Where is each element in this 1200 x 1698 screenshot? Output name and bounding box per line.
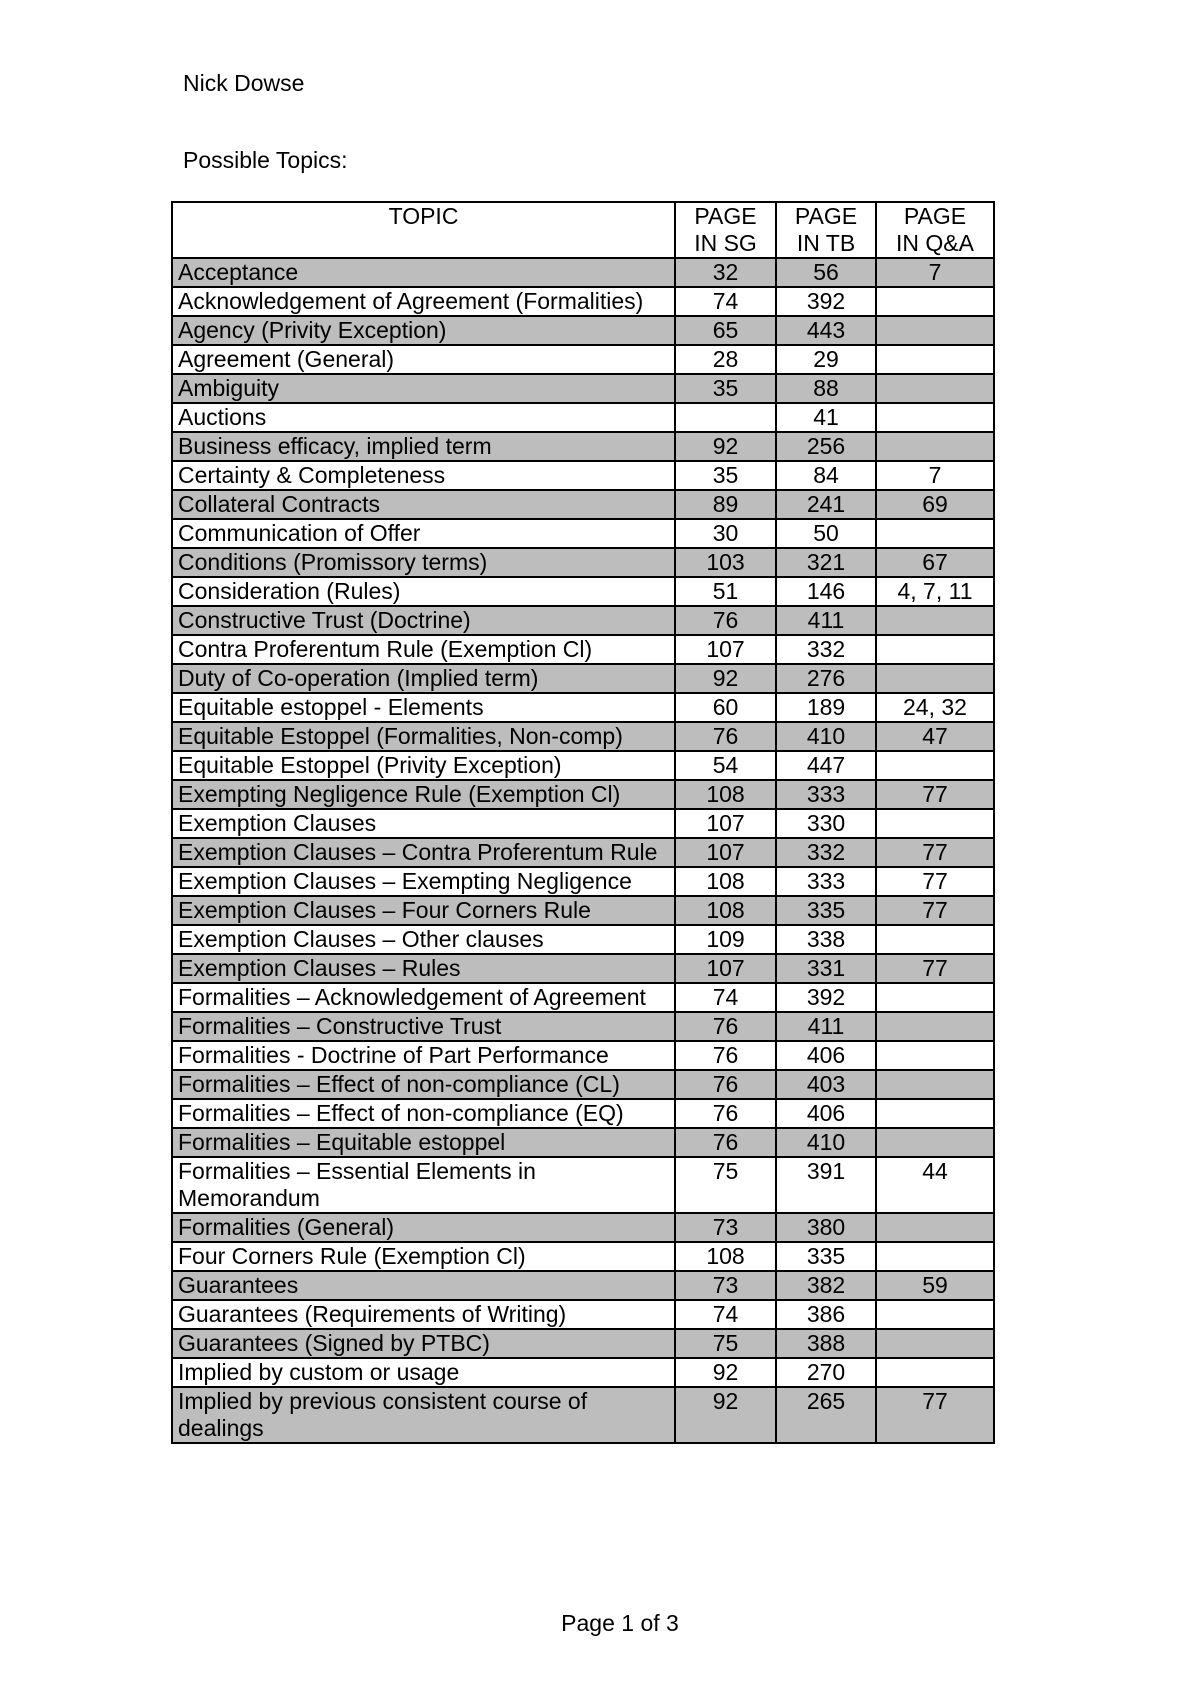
table-row <box>172 1070 994 1099</box>
page-in-sg-cell: 107 <box>675 635 776 664</box>
page-in-qa-cell <box>876 287 994 316</box>
page-in-qa-cell: 77 <box>876 1387 994 1443</box>
topic-cell: Exemption Clauses <box>172 809 675 838</box>
page-in-tb-cell: 410 <box>776 1128 876 1157</box>
page-in-qa-cell: 4, 7, 11 <box>876 577 994 606</box>
page-in-sg-cell: 76 <box>675 1128 776 1157</box>
topic-cell: Implied by custom or usage <box>172 1358 675 1387</box>
topic-cell: Exemption Clauses – Four Corners Rule <box>172 896 675 925</box>
page-in-sg-cell <box>675 403 776 432</box>
table-row <box>172 1271 994 1300</box>
topic-cell: Collateral Contracts <box>172 490 675 519</box>
page-in-sg-cell: 54 <box>675 751 776 780</box>
topic-cell: Communication of Offer <box>172 519 675 548</box>
page-in-sg-cell: 108 <box>675 867 776 896</box>
page-in-tb-cell: 391 <box>776 1157 876 1213</box>
page-in-tb-cell: 88 <box>776 374 876 403</box>
topic-cell: Guarantees <box>172 1271 675 1300</box>
page-in-qa-cell: 7 <box>876 258 994 287</box>
page-in-qa-cell: 77 <box>876 780 994 809</box>
page-in-qa-cell: 77 <box>876 896 994 925</box>
page-in-tb-cell: 332 <box>776 838 876 867</box>
topic-cell: Exemption Clauses – Other clauses <box>172 925 675 954</box>
page-in-tb-cell: 331 <box>776 954 876 983</box>
topic-cell: Business efficacy, implied term <box>172 432 675 461</box>
page-in-sg-cell: 28 <box>675 345 776 374</box>
table-row <box>172 1242 994 1271</box>
topic-cell: Constructive Trust (Doctrine) <box>172 606 675 635</box>
table-row <box>172 1099 994 1128</box>
page-in-qa-cell <box>876 403 994 432</box>
topic-cell: Equitable Estoppel (Formalities, Non-comp) <box>172 722 675 751</box>
table-row <box>172 577 994 606</box>
page-in-qa-cell <box>876 1012 994 1041</box>
page-in-qa-cell: 77 <box>876 867 994 896</box>
page-in-tb-cell: 333 <box>776 780 876 809</box>
page-in-sg-cell: 108 <box>675 1242 776 1271</box>
page-in-qa-cell: 67 <box>876 548 994 577</box>
column-header-line: IN TB <box>796 230 856 256</box>
table-row <box>172 345 994 374</box>
column-header-line: PAGE <box>694 203 757 229</box>
page-in-sg-cell: 107 <box>675 954 776 983</box>
column-header-line: PAGE <box>794 203 858 229</box>
page-in-qa-cell <box>876 809 994 838</box>
page-in-sg-cell: 35 <box>675 461 776 490</box>
page-in-sg-cell: 73 <box>675 1271 776 1300</box>
topic-cell: Ambiguity <box>172 374 675 403</box>
topic-cell: Formalities (General) <box>172 1213 675 1242</box>
topics-table <box>171 201 995 1444</box>
page-in-tb-cell: 146 <box>776 577 876 606</box>
page-in-sg-cell: 103 <box>675 548 776 577</box>
page-in-tb-cell: 403 <box>776 1070 876 1099</box>
table-row <box>172 287 994 316</box>
topic-cell: Duty of Co-operation (Implied term) <box>172 664 675 693</box>
page-in-sg-cell: 108 <box>675 896 776 925</box>
table-row <box>172 1157 994 1213</box>
table-row <box>172 751 994 780</box>
page-in-sg-cell: 35 <box>675 374 776 403</box>
topic-cell: Formalities - Doctrine of Part Performance <box>172 1041 675 1070</box>
column-header-line: IN Q&A <box>896 230 974 256</box>
page-in-tb-cell: 84 <box>776 461 876 490</box>
column-header-page-in-tb <box>776 202 876 258</box>
table-row <box>172 1041 994 1070</box>
topic-cell: Guarantees (Signed by PTBC) <box>172 1329 675 1358</box>
page-in-sg-cell: 76 <box>675 1099 776 1128</box>
page-in-tb-cell: 392 <box>776 983 876 1012</box>
page-in-sg-cell: 75 <box>675 1329 776 1358</box>
page-in-tb-cell: 29 <box>776 345 876 374</box>
table-row <box>172 519 994 548</box>
page-in-qa-cell <box>876 1358 994 1387</box>
page-in-sg-cell: 76 <box>675 606 776 635</box>
page-in-sg-cell: 108 <box>675 780 776 809</box>
page-in-tb-cell: 380 <box>776 1213 876 1242</box>
page-in-sg-cell: 74 <box>675 287 776 316</box>
page-in-tb-cell: 338 <box>776 925 876 954</box>
page-in-tb-cell: 406 <box>776 1041 876 1070</box>
column-header-line: TOPIC <box>388 203 459 229</box>
topic-cell: Certainty & Completeness <box>172 461 675 490</box>
table-row <box>172 1387 994 1443</box>
page-in-tb-cell: 276 <box>776 664 876 693</box>
page-number: Page 1 of 3 <box>561 1610 679 1636</box>
page-in-sg-cell: 32 <box>675 258 776 287</box>
table-row <box>172 1012 994 1041</box>
page-in-tb-cell: 382 <box>776 1271 876 1300</box>
page-in-tb-cell: 406 <box>776 1099 876 1128</box>
topic-cell: Formalities – Effect of non-compliance (EQ) <box>172 1099 675 1128</box>
page-in-tb-cell: 241 <box>776 490 876 519</box>
topic-cell: Guarantees (Requirements of Writing) <box>172 1300 675 1329</box>
page-in-tb-cell: 333 <box>776 867 876 896</box>
table-row <box>172 780 994 809</box>
topic-cell: Implied by previous consistent course of dealings <box>172 1387 675 1443</box>
page-in-sg-cell: 65 <box>675 316 776 345</box>
page-in-tb-cell: 265 <box>776 1387 876 1443</box>
table-row <box>172 635 994 664</box>
page-in-tb-cell: 410 <box>776 722 876 751</box>
table-row <box>172 1128 994 1157</box>
page-in-sg-cell: 74 <box>675 1300 776 1329</box>
section-heading: Possible Topics: <box>183 147 348 173</box>
page-in-sg-cell: 51 <box>675 577 776 606</box>
topic-cell: Equitable Estoppel (Privity Exception) <box>172 751 675 780</box>
page-in-tb-cell: 321 <box>776 548 876 577</box>
header-row <box>172 202 994 258</box>
topic-cell: Conditions (Promissory terms) <box>172 548 675 577</box>
page-in-tb-cell: 411 <box>776 606 876 635</box>
page-in-sg-cell: 107 <box>675 809 776 838</box>
page-in-qa-cell <box>876 519 994 548</box>
page-in-qa-cell <box>876 1099 994 1128</box>
column-header-line: PAGE <box>903 203 967 229</box>
topic-cell: Agreement (General) <box>172 345 675 374</box>
page-in-sg-cell: 30 <box>675 519 776 548</box>
page-in-qa-cell <box>876 374 994 403</box>
page-in-qa-cell <box>876 1041 994 1070</box>
author-name: Nick Dowse <box>183 70 305 96</box>
page-in-sg-cell: 76 <box>675 1012 776 1041</box>
page-in-sg-cell: 76 <box>675 1041 776 1070</box>
page-in-sg-cell: 92 <box>675 1387 776 1443</box>
topic-cell: Consideration (Rules) <box>172 577 675 606</box>
table-row <box>172 1213 994 1242</box>
table-row <box>172 722 994 751</box>
page-in-tb-cell: 386 <box>776 1300 876 1329</box>
page-in-tb-cell: 447 <box>776 751 876 780</box>
page-in-sg-cell: 76 <box>675 722 776 751</box>
table-row <box>172 606 994 635</box>
page-in-qa-cell: 47 <box>876 722 994 751</box>
page-in-qa-cell <box>876 316 994 345</box>
page-in-qa-cell <box>876 983 994 1012</box>
page-in-qa-cell <box>876 1300 994 1329</box>
topic-cell: Formalities – Constructive Trust <box>172 1012 675 1041</box>
page-in-qa-cell <box>876 751 994 780</box>
page-in-qa-cell: 77 <box>876 838 994 867</box>
column-header-topic <box>172 202 675 258</box>
topic-cell: Exemption Clauses – Rules <box>172 954 675 983</box>
page-in-tb-cell: 50 <box>776 519 876 548</box>
page-in-qa-cell: 69 <box>876 490 994 519</box>
table-row <box>172 1329 994 1358</box>
table-body <box>172 258 994 1443</box>
page-in-sg-cell: 92 <box>675 664 776 693</box>
topic-cell: Four Corners Rule (Exemption Cl) <box>172 1242 675 1271</box>
page-in-qa-cell <box>876 1128 994 1157</box>
table-row <box>172 925 994 954</box>
topic-cell: Formalities – Acknowledgement of Agreement <box>172 983 675 1012</box>
topic-cell: Auctions <box>172 403 675 432</box>
page-in-qa-cell <box>876 925 994 954</box>
topic-cell: Equitable estoppel - Elements <box>172 693 675 722</box>
page-in-sg-cell: 107 <box>675 838 776 867</box>
page-in-tb-cell: 332 <box>776 635 876 664</box>
table-row <box>172 896 994 925</box>
topic-cell: Exempting Negligence Rule (Exemption Cl) <box>172 780 675 809</box>
page-in-qa-cell: 59 <box>876 1271 994 1300</box>
table-row <box>172 461 994 490</box>
table-row <box>172 664 994 693</box>
page-in-tb-cell: 41 <box>776 403 876 432</box>
page-in-qa-cell <box>876 635 994 664</box>
topic-cell: Acceptance <box>172 258 675 287</box>
page-in-sg-cell: 89 <box>675 490 776 519</box>
page-in-tb-cell: 388 <box>776 1329 876 1358</box>
topic-cell: Formalities – Effect of non-compliance (CL) <box>172 1070 675 1099</box>
table-row <box>172 316 994 345</box>
page-in-qa-cell: 44 <box>876 1157 994 1213</box>
column-header-page-in-qa <box>876 202 994 258</box>
table-row <box>172 693 994 722</box>
page-in-sg-cell: 74 <box>675 983 776 1012</box>
page-in-sg-cell: 73 <box>675 1213 776 1242</box>
table-row <box>172 374 994 403</box>
table-header <box>172 202 994 258</box>
column-header-page-in-sg <box>675 202 776 258</box>
topic-cell: Exemption Clauses – Exempting Negligence <box>172 867 675 896</box>
topic-cell: Agency (Privity Exception) <box>172 316 675 345</box>
topic-cell: Contra Proferentum Rule (Exemption Cl) <box>172 635 675 664</box>
page-in-qa-cell <box>876 1070 994 1099</box>
page-in-tb-cell: 335 <box>776 896 876 925</box>
page-in-tb-cell: 270 <box>776 1358 876 1387</box>
table-row <box>172 1300 994 1329</box>
page-in-tb-cell: 256 <box>776 432 876 461</box>
column-header-line: IN SG <box>694 230 757 256</box>
page-in-qa-cell <box>876 664 994 693</box>
page-in-sg-cell: 60 <box>675 693 776 722</box>
table-row <box>172 867 994 896</box>
page-in-tb-cell: 330 <box>776 809 876 838</box>
table-row <box>172 838 994 867</box>
page-in-qa-cell <box>876 1329 994 1358</box>
topic-cell: Formalities – Equitable estoppel <box>172 1128 675 1157</box>
table-row <box>172 954 994 983</box>
page-in-tb-cell: 411 <box>776 1012 876 1041</box>
page-in-qa-cell <box>876 432 994 461</box>
table-row <box>172 1358 994 1387</box>
page-in-qa-cell: 24, 32 <box>876 693 994 722</box>
table-row <box>172 258 994 287</box>
page-in-qa-cell: 77 <box>876 954 994 983</box>
page-in-sg-cell: 92 <box>675 432 776 461</box>
page-in-qa-cell <box>876 345 994 374</box>
page-in-sg-cell: 75 <box>675 1157 776 1213</box>
page-in-tb-cell: 189 <box>776 693 876 722</box>
page-in-qa-cell: 7 <box>876 461 994 490</box>
page-in-qa-cell <box>876 1242 994 1271</box>
topic-cell: Formalities – Essential Elements in Memorandum <box>172 1157 675 1213</box>
page-in-qa-cell <box>876 606 994 635</box>
table-row <box>172 490 994 519</box>
table-row <box>172 548 994 577</box>
page-in-sg-cell: 76 <box>675 1070 776 1099</box>
table-row <box>172 403 994 432</box>
table-row <box>172 809 994 838</box>
page-in-tb-cell: 335 <box>776 1242 876 1271</box>
table-row <box>172 432 994 461</box>
table-row <box>172 983 994 1012</box>
page-in-sg-cell: 109 <box>675 925 776 954</box>
page-in-tb-cell: 443 <box>776 316 876 345</box>
topic-cell: Acknowledgement of Agreement (Formalities) <box>172 287 675 316</box>
topic-cell: Exemption Clauses – Contra Proferentum Rule <box>172 838 675 867</box>
page-in-qa-cell <box>876 1213 994 1242</box>
page-in-tb-cell: 392 <box>776 287 876 316</box>
page-in-tb-cell: 56 <box>776 258 876 287</box>
page-in-sg-cell: 92 <box>675 1358 776 1387</box>
